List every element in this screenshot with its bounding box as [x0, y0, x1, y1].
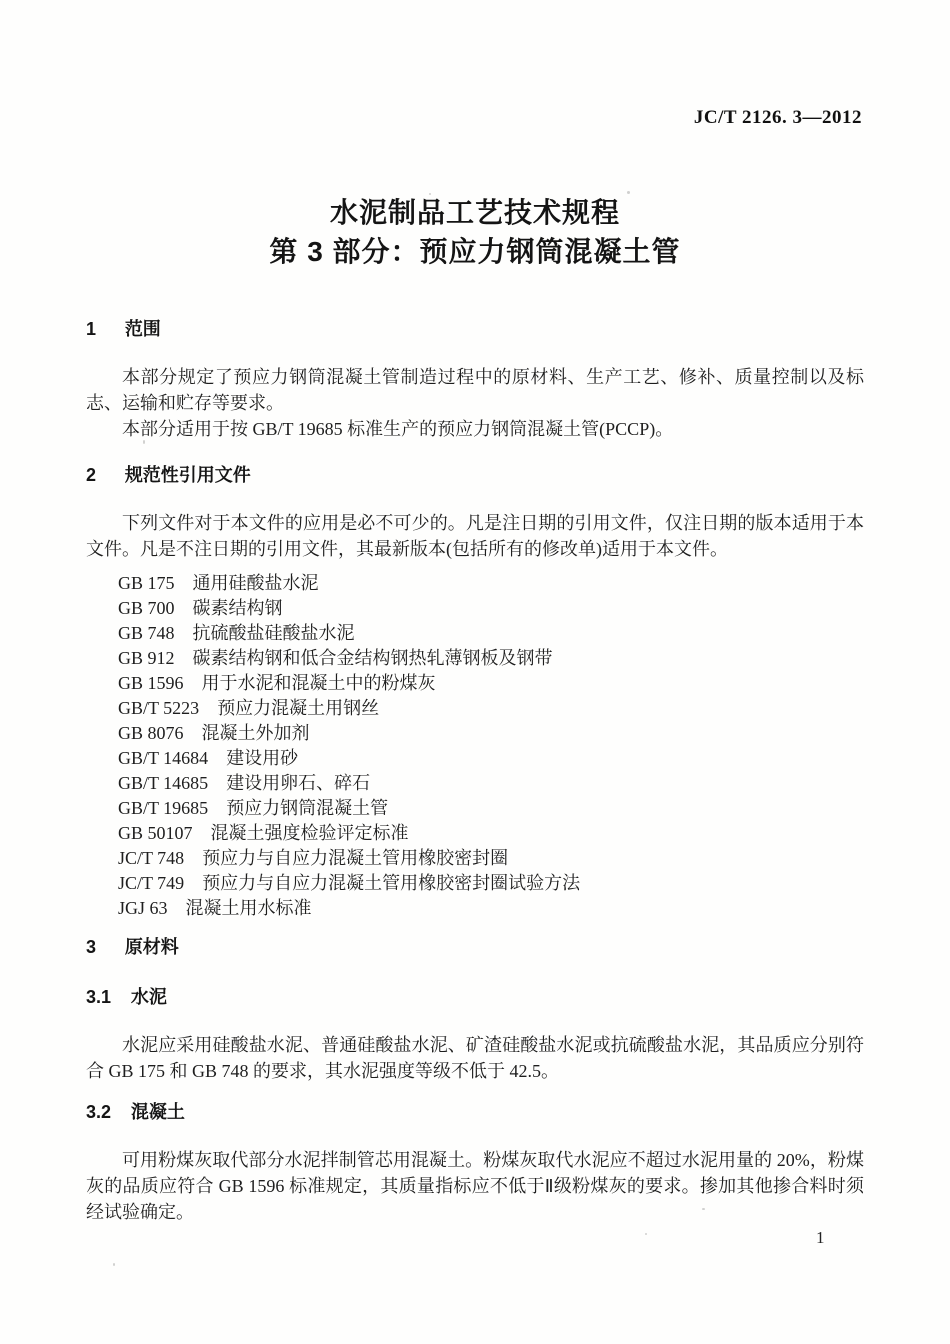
reference-title: 建设用砂 [226, 748, 299, 768]
reference-list [86, 571, 864, 921]
section-title: 规范性引用文件 [124, 465, 251, 485]
reference-code: GB 175 [118, 573, 175, 593]
doc-title [0, 193, 950, 271]
section-number: 3 [86, 937, 97, 957]
subsection-title: 水泥 [130, 987, 167, 1007]
reference-title: 建设用卵石、碎石 [226, 773, 371, 793]
reference-item [118, 646, 864, 671]
reference-code: GB 912 [118, 648, 175, 668]
reference-item [118, 871, 864, 896]
reference-item [118, 771, 864, 796]
reference-item [118, 596, 864, 621]
reference-code: JC/T 748 [118, 848, 185, 868]
cement-paragraph: 水泥应采用硅酸盐水泥、普通硅酸盐水泥、矿渣硅酸盐水泥或抗硫酸盐水泥，其品质应分别符合 GB 175 和 GB 748 的要求，其水泥强度等级不低于 42.5。 [86, 1035, 864, 1081]
page-number: 1 [816, 1228, 825, 1247]
section-heading-scope [86, 318, 864, 341]
reference-item [118, 571, 864, 596]
doc-title-line1: 水泥制品工艺技术规程 [329, 197, 620, 228]
reference-item [118, 846, 864, 871]
section-heading-raw-materials [86, 936, 864, 959]
doc-code: JC/T 2126. 3—2012 [693, 107, 862, 128]
reference-title: 预应力与自应力混凝土管用橡胶密封圈试验方法 [202, 873, 581, 893]
scan-speck [113, 1263, 115, 1266]
reference-code: GB 748 [118, 623, 175, 643]
normative-references-paragraph: 下列文件对于本文件的应用是必不可少的。凡是注日期的引用文件，仅注日期的版本适用于本文件。凡是不注日期的引用文件，其最新版本(包括所有的修改单)适用于本文件。 [86, 513, 864, 559]
reference-code: JC/T 749 [118, 873, 185, 893]
reference-title: 混凝土强度检验评定标准 [210, 823, 409, 843]
reference-code: GB/T 14685 [118, 773, 209, 793]
section-heading-normative-references [86, 464, 864, 487]
subsection-number: 3.2 [86, 1102, 112, 1122]
reference-code: GB 8076 [118, 723, 184, 743]
doc-title-line2: 第 3 部分：预应力钢筒混凝土管 [269, 236, 681, 267]
reference-item [118, 671, 864, 696]
section-title: 范围 [124, 319, 161, 339]
subsection-number: 3.1 [86, 987, 112, 1007]
reference-title: 混凝土外加剂 [201, 723, 310, 743]
reference-code: GB 700 [118, 598, 175, 618]
section-raw-materials [86, 936, 864, 1225]
reference-code: GB/T 5223 [118, 698, 200, 718]
reference-code: GB/T 19685 [118, 798, 209, 818]
section-title: 原材料 [124, 937, 179, 957]
reference-title: 预应力与自应力混凝土管用橡胶密封圈 [202, 848, 509, 868]
scan-speck [143, 440, 145, 444]
subsection-title: 混凝土 [130, 1102, 185, 1122]
reference-code: GB 1596 [118, 673, 184, 693]
reference-item [118, 746, 864, 771]
reference-item [118, 796, 864, 821]
reference-item [118, 696, 864, 721]
reference-title: 用于水泥和混凝土中的粉煤灰 [201, 673, 436, 693]
reference-code: GB/T 14684 [118, 748, 209, 768]
reference-title: 碳素结构钢 [192, 598, 283, 618]
reference-item [118, 821, 864, 846]
reference-code: GB 50107 [118, 823, 193, 843]
scan-speck [702, 1208, 705, 1210]
section-scope [86, 318, 864, 442]
scope-paragraph-2: 本部分适用于按 GB/T 19685 标准生产的预应力钢筒混凝土管(PCCP)。 [122, 419, 674, 439]
scan-speck [429, 193, 431, 195]
reference-item [118, 896, 864, 921]
reference-title: 碳素结构钢和低合金结构钢热轧薄钢板及钢带 [192, 648, 553, 668]
concrete-paragraph: 可用粉煤灰取代部分水泥拌制管芯用混凝土。粉煤灰取代水泥应不超过水泥用量的 20%，粉煤灰的品质应符合 GB 1596 标准规定，其质量指标应不低于Ⅱ级粉煤灰的要求。掺加其他掺合料时须经试验确定。 [86, 1150, 864, 1222]
scope-paragraph-1: 本部分规定了预应力钢筒混凝土管制造过程中的原材料、生产工艺、修补、质量控制以及标志、运输和贮存等要求。 [86, 367, 864, 413]
reference-code: JGJ 63 [118, 898, 168, 918]
section-number: 1 [86, 319, 97, 339]
scan-speck [627, 191, 630, 194]
reference-item [118, 621, 864, 646]
section-number: 2 [86, 465, 97, 485]
reference-item [118, 721, 864, 746]
reference-title: 预应力混凝土用钢丝 [217, 698, 380, 718]
scan-speck [645, 1233, 647, 1235]
subsection-heading-concrete [86, 1101, 864, 1124]
subsection-heading-cement [86, 986, 864, 1009]
reference-title: 抗硫酸盐硅酸盐水泥 [192, 623, 355, 643]
reference-title: 预应力钢筒混凝土管 [226, 798, 389, 818]
reference-title: 混凝土用水标准 [185, 898, 312, 918]
section-normative-references [86, 464, 864, 921]
reference-title: 通用硅酸盐水泥 [192, 573, 319, 593]
